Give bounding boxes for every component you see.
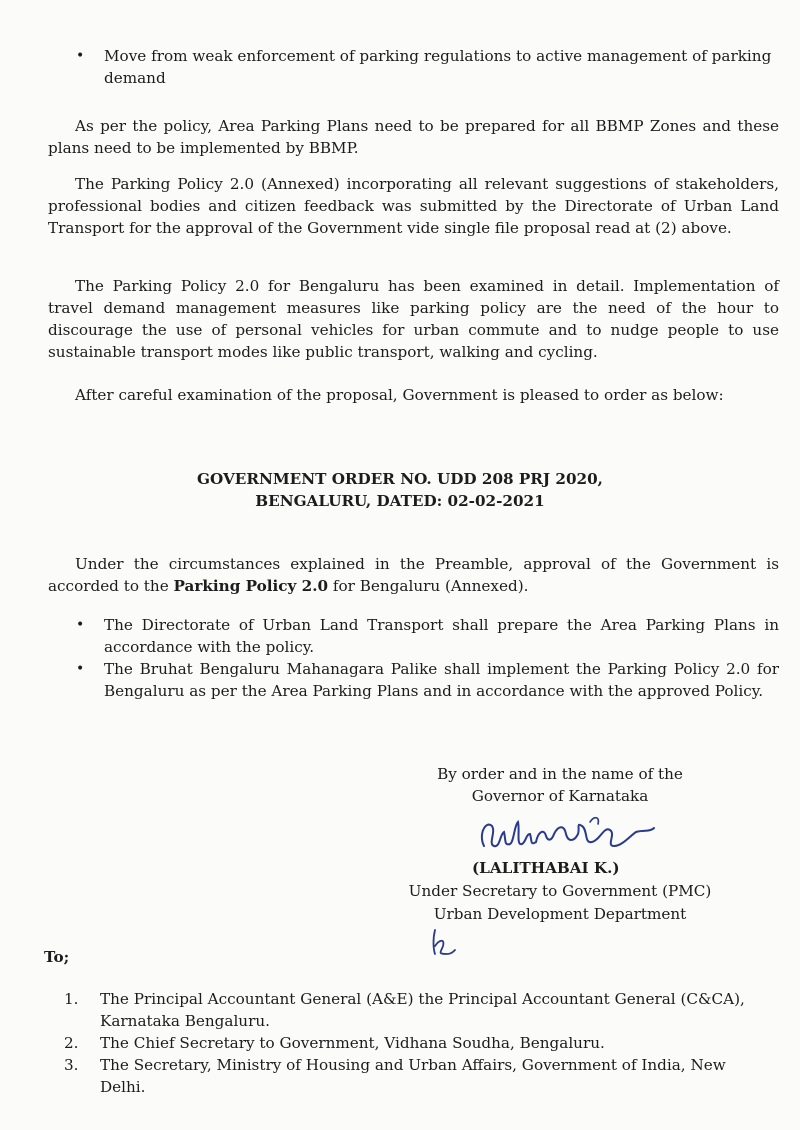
- recipient-list: [60, 988, 750, 1098]
- bullet-text: The Bruhat Bengaluru Mahanagara Palike shall implement the Parking Policy 2.0 for Bengaluru as per the Area Parking Plans and in accordance with the approved Policy.: [104, 660, 779, 700]
- handwritten-signature-icon: [470, 812, 665, 862]
- approval-text-after: for Bengaluru (Annexed).: [328, 577, 529, 595]
- signature-line2: Governor of Karnataka: [471, 787, 649, 805]
- bullet-icon: •: [76, 617, 85, 633]
- recipient-number: 2.: [64, 1034, 79, 1052]
- order-heading-line1: GOVERNMENT ORDER NO. UDD 208 PRJ 2020,: [197, 470, 603, 488]
- paragraph-policy-submission: The Parking Policy 2.0 (Annexed) incorporating all relevant suggestions of stakeholders, professional bodies and citizen feedback was submitted by the Directorate of Urban Land Transport for the approval of the Government vide single file proposal read at (2) above.: [48, 175, 779, 237]
- order-bullet-list: [48, 614, 779, 702]
- order-heading-line2: BENGALURU, DATED: 02-02-2021: [255, 492, 545, 510]
- signatory-designation: Under Secretary to Government (PMC): [408, 882, 712, 900]
- bullet-icon: •: [76, 48, 85, 64]
- top-bullet-list: [48, 45, 779, 89]
- recipient-text: The Principal Accountant General (A&E) the Principal Accountant General (C&CA), Karnataka Bengaluru.: [100, 990, 745, 1030]
- paragraph-order-approval: [48, 553, 779, 597]
- list-item: [48, 658, 779, 702]
- signatory-department: Urban Development Department: [433, 905, 687, 923]
- bullet-text: Move from weak enforcement of parking regulations to active management of parking demand: [104, 47, 772, 87]
- signatory-name: (LALITHABAI K.): [472, 859, 620, 877]
- recipient-number: 3.: [64, 1056, 79, 1074]
- paragraph-order-intro: After careful examination of the proposal, Government is pleased to order as below:: [75, 386, 724, 404]
- paragraph-area-parking: As per the policy, Area Parking Plans need to be prepared for all BBMP Zones and these plans need to be implemented by BBMP.: [48, 117, 779, 157]
- signature-line1: By order and in the name of the: [437, 765, 683, 783]
- list-item: [60, 1054, 750, 1098]
- list-item: [60, 988, 750, 1032]
- paragraph-policy-examined: The Parking Policy 2.0 for Bengaluru has been examined in detail. Implementation of travel demand management measures like parking policy are the need of the hour to discourage the use of personal vehicles for urban commute and to nudge people to use sustainable transport modes like public transport, walking and cycling.: [48, 277, 779, 361]
- list-item: [48, 614, 779, 658]
- recipient-number: 1.: [64, 990, 79, 1008]
- list-item: [60, 1032, 750, 1054]
- approval-text-before: Under the circumstances explained in the Preamble, approval of the Government is accorded to the: [48, 555, 779, 595]
- approval-policy-name: Parking Policy 2.0: [173, 577, 329, 595]
- initial-mark-icon: [425, 926, 465, 960]
- recipient-text: The Secretary, Ministry of Housing and Urban Affairs, Government of India, New Delhi.: [100, 1056, 726, 1096]
- bullet-icon: •: [76, 661, 85, 677]
- recipient-text: The Chief Secretary to Government, Vidhana Soudha, Bengaluru.: [100, 1034, 605, 1052]
- list-item: [48, 45, 779, 89]
- bullet-text: The Directorate of Urban Land Transport shall prepare the Area Parking Plans in accordance with the policy.: [104, 616, 779, 656]
- recipients-label: To;: [44, 948, 70, 966]
